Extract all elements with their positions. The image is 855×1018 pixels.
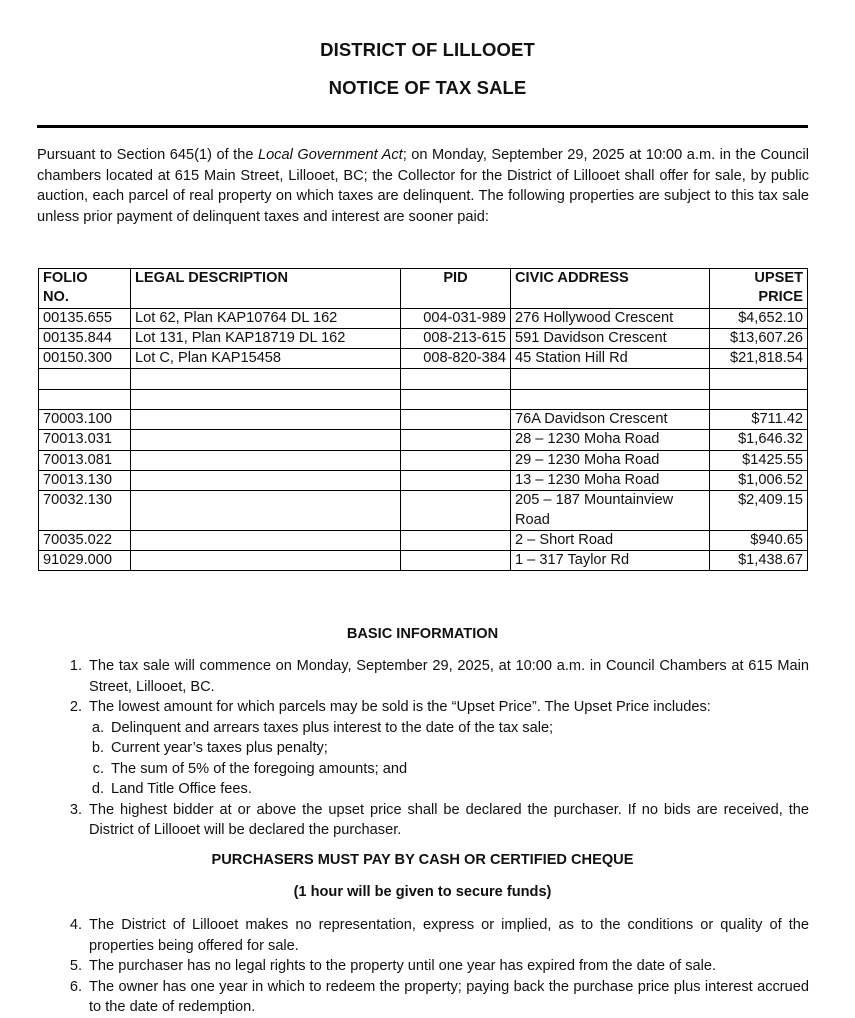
sub-list-item bbox=[60, 759, 809, 780]
basic-info-list bbox=[60, 656, 809, 841]
folio-cell: 00135.844 bbox=[39, 328, 131, 348]
address-cell: 28 – 1230 Moha Road bbox=[511, 430, 710, 450]
list-item bbox=[60, 956, 809, 977]
item-number: 2. bbox=[69, 699, 82, 715]
table-row bbox=[39, 551, 808, 571]
list-item bbox=[60, 656, 809, 697]
price-cell: $2,409.15 bbox=[710, 491, 808, 531]
subitem-text: Land Title Office fees. bbox=[111, 781, 252, 797]
address-cell: 591 Davidson Crescent bbox=[511, 328, 710, 348]
item-text: The purchaser has no legal rights to the property until one year has expired from the date of sale. bbox=[89, 958, 717, 974]
pid-cell bbox=[401, 470, 511, 490]
payment-subheading: (1 hour will be given to secure funds) bbox=[293, 884, 552, 900]
notice-title: NOTICE OF TAX SALE bbox=[328, 77, 527, 98]
pid-cell bbox=[401, 410, 511, 430]
table-row bbox=[39, 328, 808, 348]
address-cell: 29 – 1230 Moha Road bbox=[511, 450, 710, 470]
list-item bbox=[60, 800, 809, 841]
item-text: The tax sale will commence on Monday, September 29, 2025, at 10:00 a.m. in Council Chambers at 615 Main Street, Lillooet, BC. bbox=[89, 658, 809, 695]
legal-cell: Lot C, Plan KAP15458 bbox=[131, 349, 401, 369]
sub-list-item bbox=[60, 718, 809, 739]
folio-cell: 91029.000 bbox=[39, 551, 131, 571]
price-cell: $940.65 bbox=[710, 530, 808, 550]
item-text: The lowest amount for which parcels may be sold is the “Upset Price”. The Upset Price includes: bbox=[89, 699, 711, 715]
folio-cell: 00150.300 bbox=[39, 349, 131, 369]
item-number: 3. bbox=[69, 801, 82, 818]
legal-cell bbox=[131, 410, 401, 430]
header-address: CIVIC ADDRESS bbox=[511, 269, 710, 309]
table-row bbox=[39, 308, 808, 328]
intro-text-end: ; on Monday, September 29, 2025 at 10:00 a.m. in the Council chambers located at 615 Main Street, Lillooet, BC; the Collector for the District of Lillooet shall offer for sale, by public auction, each parcel of real property on which taxes are delinquent. The following properties are subject to this tax sale unless prior payment of delinquent taxes and interest are sooner paid: bbox=[37, 147, 809, 225]
subitem-text: Delinquent and arrears taxes plus interest to the date of the tax sale; bbox=[111, 719, 554, 736]
table-row bbox=[39, 470, 808, 490]
header-legal: LEGAL DESCRIPTION bbox=[131, 269, 401, 309]
folio-cell: 70032.130 bbox=[39, 491, 131, 531]
item-text: The District of Lillooet makes no representation, express or implied, as to the conditions or quality of the properties being offered for sale. bbox=[89, 917, 809, 954]
table-empty-row bbox=[39, 369, 808, 389]
folio-cell: 70035.022 bbox=[39, 530, 131, 550]
table-row bbox=[39, 491, 808, 531]
legal-cell bbox=[131, 430, 401, 450]
subitem-letter: c. bbox=[92, 760, 104, 777]
pid-cell bbox=[401, 530, 511, 550]
intro-text-start: Pursuant to Section 645(1) of the bbox=[37, 147, 258, 163]
legal-cell bbox=[131, 470, 401, 490]
sub-list-item bbox=[60, 738, 809, 759]
folio-cell: 70013.081 bbox=[39, 450, 131, 470]
folio-cell: 70013.130 bbox=[39, 470, 131, 490]
legal-cell bbox=[131, 551, 401, 571]
basic-info-heading: BASIC INFORMATION bbox=[346, 626, 499, 642]
address-cell: 13 – 1230 Moha Road bbox=[511, 470, 710, 490]
pid-cell: 004-031-989 bbox=[401, 308, 511, 328]
address-cell: 45 Station Hill Rd bbox=[511, 349, 710, 369]
item-number: 4. bbox=[69, 917, 82, 933]
header-price: UPSET PRICE bbox=[710, 269, 808, 309]
folio-cell: 70013.031 bbox=[39, 430, 131, 450]
legal-cell: Lot 62, Plan KAP10764 DL 162 bbox=[131, 308, 401, 328]
price-cell: $21,818.54 bbox=[710, 349, 808, 369]
intro-paragraph bbox=[37, 145, 809, 227]
item-text: The highest bidder at or above the upset price shall be declared the purchaser. If no bids are received, the District of Lillooet will be declared the purchaser. bbox=[89, 801, 809, 838]
item-number: 5. bbox=[69, 958, 82, 974]
header-pid: PID bbox=[401, 269, 511, 309]
list-item bbox=[60, 977, 809, 1018]
item-number: 6. bbox=[69, 978, 82, 995]
subitem-letter: d. bbox=[91, 781, 104, 797]
item-number: 1. bbox=[69, 658, 82, 674]
price-cell: $1425.55 bbox=[710, 450, 808, 470]
price-cell: $1,438.67 bbox=[710, 551, 808, 571]
table-row bbox=[39, 410, 808, 430]
subitem-letter: a. bbox=[91, 719, 104, 736]
pid-cell: 008-213-615 bbox=[401, 328, 511, 348]
address-cell: 76A Davidson Crescent bbox=[511, 410, 710, 430]
subitem-letter: b. bbox=[91, 740, 104, 756]
payment-list bbox=[60, 915, 809, 1018]
legal-cell: Lot 131, Plan KAP18719 DL 162 bbox=[131, 328, 401, 348]
price-cell: $1,006.52 bbox=[710, 470, 808, 490]
pid-cell bbox=[401, 430, 511, 450]
legal-cell bbox=[131, 491, 401, 531]
address-cell: 276 Hollywood Crescent bbox=[511, 308, 710, 328]
legal-cell bbox=[131, 530, 401, 550]
table-header-row bbox=[39, 269, 808, 309]
table-row bbox=[39, 450, 808, 470]
price-cell: $1,646.32 bbox=[710, 430, 808, 450]
sub-list-item bbox=[60, 779, 809, 800]
header-divider bbox=[37, 125, 808, 128]
address-cell: 1 – 317 Taylor Rd bbox=[511, 551, 710, 571]
price-cell: $13,607.26 bbox=[710, 328, 808, 348]
table-empty-row bbox=[39, 389, 808, 409]
tax-sale-table bbox=[38, 268, 808, 571]
folio-cell: 70003.100 bbox=[39, 410, 131, 430]
payment-heading: PURCHASERS MUST PAY BY CASH OR CERTIFIED CHEQUE bbox=[211, 852, 634, 868]
list-item bbox=[60, 915, 809, 956]
folio-cell: 00135.655 bbox=[39, 308, 131, 328]
price-cell: $711.42 bbox=[710, 410, 808, 430]
address-cell: 2 – Short Road bbox=[511, 530, 710, 550]
header-folio: FOLIO NO. bbox=[39, 269, 131, 309]
pid-cell bbox=[401, 450, 511, 470]
table-row bbox=[39, 349, 808, 369]
pid-cell: 008-820-384 bbox=[401, 349, 511, 369]
list-item bbox=[60, 697, 809, 718]
act-name: Local Government Act bbox=[257, 147, 403, 163]
price-cell: $4,652.10 bbox=[710, 308, 808, 328]
pid-cell bbox=[401, 491, 511, 531]
subitem-text: Current year’s taxes plus penalty; bbox=[111, 740, 328, 756]
address-cell: 205 – 187 Mountainview Road bbox=[511, 491, 710, 531]
item-text: The owner has one year in which to redeem the property; paying back the purchase price plus interest accrued to the date of redemption. bbox=[89, 978, 809, 1015]
subitem-text: The sum of 5% of the foregoing amounts; and bbox=[111, 760, 408, 777]
district-title: DISTRICT OF LILLOOET bbox=[320, 39, 535, 60]
table-row bbox=[39, 530, 808, 550]
pid-cell bbox=[401, 551, 511, 571]
legal-cell bbox=[131, 450, 401, 470]
table-row bbox=[39, 430, 808, 450]
